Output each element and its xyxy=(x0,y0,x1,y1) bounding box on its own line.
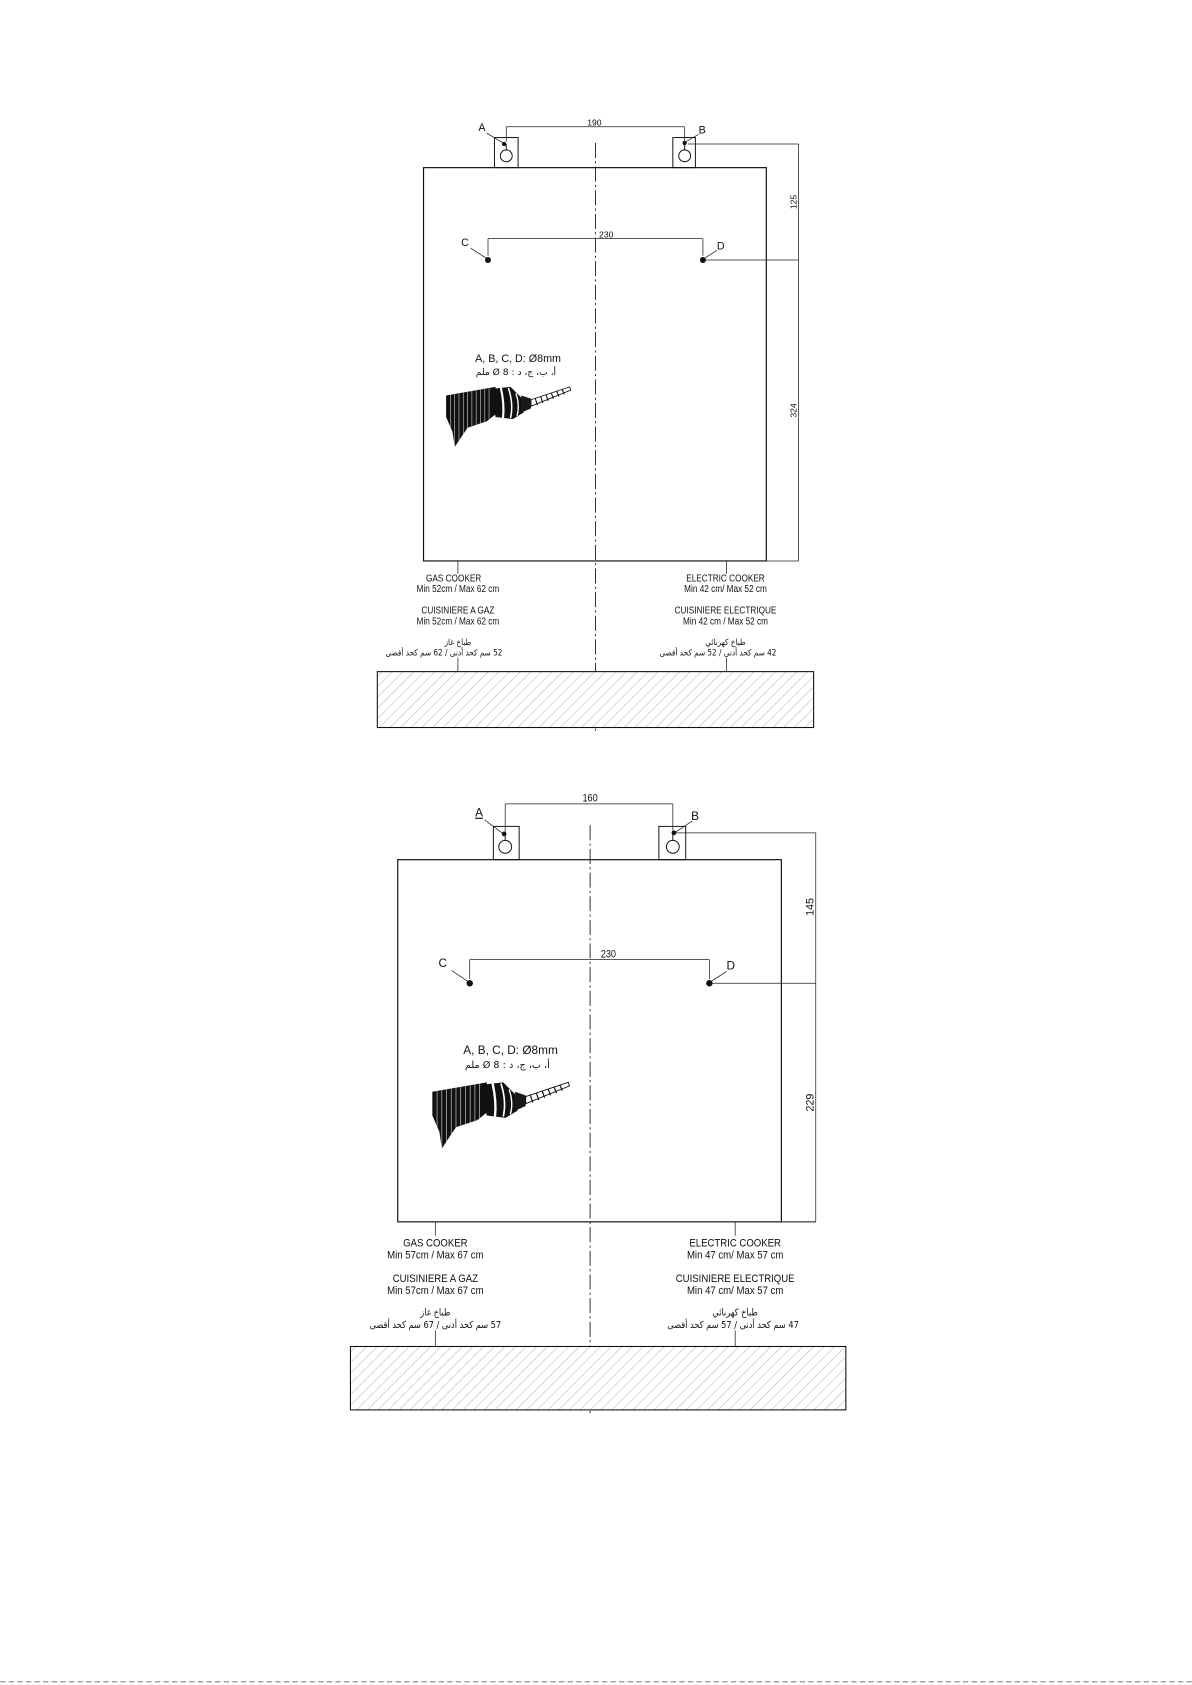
keyhole-icon xyxy=(666,830,679,853)
dimension-a-b-value: 160 xyxy=(582,793,598,805)
label-b: B xyxy=(691,808,699,823)
gas-cooker-title-ar: طباخ غاز xyxy=(444,637,472,647)
dimension-c-d-value: 230 xyxy=(599,229,614,240)
label-a: A xyxy=(478,122,486,135)
dimension-a-b xyxy=(505,793,673,832)
bracket-a xyxy=(494,138,518,168)
bracket-b xyxy=(659,826,686,859)
gas-cooker-range: Min 52cm / Max 62 cm xyxy=(416,583,500,595)
electric-cooker-range: Min 42 cm/ Max 52 cm xyxy=(684,583,767,595)
label-c: C xyxy=(438,956,448,971)
electric-cooker-block xyxy=(660,573,777,658)
gas-cooker-range-fr: Min 57cm / Max 67 cm xyxy=(387,1285,484,1298)
keyhole-icon xyxy=(499,832,512,854)
gas-cooker-title: GAS COOKER xyxy=(425,572,482,584)
label-a: A xyxy=(475,805,483,820)
dimension-lower-value: 324 xyxy=(788,403,799,418)
dimension-c-d xyxy=(470,949,710,979)
electric-cooker-title: ELECTRIC COOKER xyxy=(686,572,765,584)
dimension-top-value: 145 xyxy=(804,898,817,916)
dimension-a-b-value: 190 xyxy=(587,117,602,128)
gas-cooker-title-fr: CUISINIERE A GAZ xyxy=(421,604,495,616)
electric-cooker-title-fr: CUISINIERE ELECTRIQUE xyxy=(674,604,777,616)
dimension-c-d-value: 230 xyxy=(600,948,616,961)
drill-note-arabic: أ، ب، ج، د : Ø 8 ملم xyxy=(475,368,557,379)
label-b: B xyxy=(698,124,706,137)
electric-cooker-title-ar: طباخ كهربائي xyxy=(705,637,746,647)
electric-cooker-title-fr: CUISINIERE ELECTRIQUE xyxy=(675,1273,795,1286)
electric-cooker-title-ar: طباخ كهربائي xyxy=(712,1307,758,1319)
hood-outline xyxy=(398,860,782,1222)
label-d: D xyxy=(716,240,725,253)
gas-cooker-title-fr: CUISINIERE A GAZ xyxy=(392,1273,478,1286)
gas-cooker-range-ar: 52 سم كحد أدنى / 62 سم كحد أقصى xyxy=(385,647,503,658)
gas-cooker-block xyxy=(385,573,502,658)
electric-cooker-range-ar: 47 سم كحد أدنى / 57 سم كحد أقصى xyxy=(667,1320,799,1332)
electric-cooker-range-ar: 42 سم كحد أدنى / 52 سم كحد أقصى xyxy=(659,647,777,658)
gas-cooker-range-fr: Min 52cm / Max 62 cm xyxy=(416,615,500,627)
label-d: D xyxy=(726,958,736,973)
dimension-lower-value: 229 xyxy=(804,1093,817,1112)
keyhole-icon xyxy=(500,142,512,162)
hole-c xyxy=(485,257,491,263)
bracket-b xyxy=(673,138,696,168)
gas-cooker-title: GAS COOKER xyxy=(403,1237,468,1250)
drill-note: A, B, C, D: Ø8mm xyxy=(475,353,561,366)
electric-cooker-block xyxy=(667,1238,799,1332)
dimension-top-value: 125 xyxy=(788,194,799,210)
dimension-a-b xyxy=(506,118,684,142)
worktop xyxy=(350,1346,845,1409)
hole-d xyxy=(700,257,706,263)
drill-icon xyxy=(446,385,571,449)
gas-cooker-title-ar: طباخ غاز xyxy=(420,1307,451,1319)
gas-cooker-range: Min 57cm / Max 67 cm xyxy=(387,1249,484,1262)
diagram-1 xyxy=(377,118,813,732)
diagram-2 xyxy=(350,793,845,1414)
gas-cooker-range-ar: 57 سم كحد أدنى / 67 سم كحد أقصى xyxy=(369,1320,502,1332)
electric-cooker-title: ELECTRIC COOKER xyxy=(689,1237,781,1250)
drill-icon xyxy=(432,1080,569,1151)
electric-cooker-range-fr: Min 47 cm/ Max 57 cm xyxy=(686,1285,784,1298)
worktop xyxy=(377,672,813,728)
electric-cooker-range: Min 47 cm/ Max 57 cm xyxy=(686,1249,784,1262)
drill-note: A, B, C, D: Ø8mm xyxy=(463,1043,558,1058)
gas-cooker-block xyxy=(370,1238,502,1332)
bracket-a xyxy=(493,826,519,859)
electric-cooker-range-fr: Min 42 cm / Max 52 cm xyxy=(683,615,768,627)
label-c: C xyxy=(461,237,469,250)
dimension-vertical xyxy=(676,833,817,1222)
drill-note-arabic: أ، ب، ج، د : Ø 8 ملم xyxy=(464,1060,550,1072)
dimension-vertical xyxy=(688,144,799,561)
